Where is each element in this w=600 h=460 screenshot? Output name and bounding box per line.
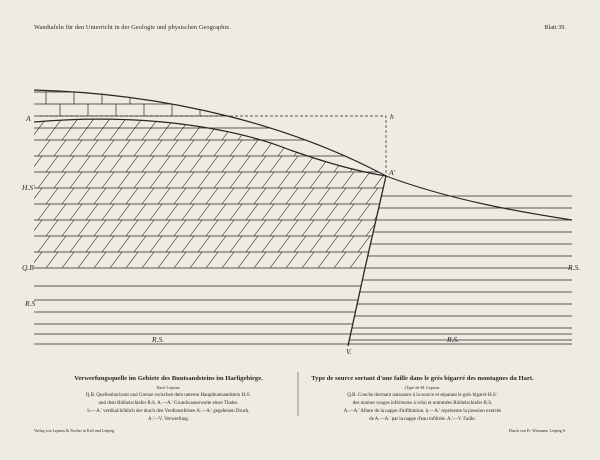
hatch-stroke bbox=[270, 188, 282, 204]
hatch-stroke bbox=[374, 204, 386, 220]
hatch-stroke bbox=[158, 188, 170, 204]
hatch-stroke bbox=[350, 188, 362, 204]
label-h: h bbox=[390, 112, 394, 121]
hatch-stroke bbox=[350, 100, 380, 140]
caption-german-line: h.—A.' vertikal/höhlich der durch den Verdienstfelsen A.—A.' gegebenen Druck. bbox=[87, 409, 250, 414]
hatch-stroke bbox=[246, 204, 258, 220]
label-RS-right: R.S. bbox=[568, 263, 581, 272]
hatch-stroke bbox=[286, 220, 298, 236]
hatch-stroke bbox=[78, 156, 90, 172]
hatch-stroke bbox=[198, 172, 210, 188]
hatch-stroke bbox=[286, 100, 316, 140]
hatch-stroke bbox=[174, 100, 204, 140]
label-RS-lower-left: R.S. bbox=[152, 335, 165, 344]
label-A: A bbox=[26, 114, 31, 123]
hatch-stroke bbox=[366, 220, 378, 236]
hatch-stroke bbox=[246, 140, 258, 156]
hatch-stroke bbox=[326, 172, 338, 188]
pressure-dashed-line bbox=[40, 116, 386, 176]
hatch-stroke bbox=[134, 172, 146, 188]
hatch-stroke bbox=[214, 172, 226, 188]
hatch-stroke bbox=[358, 140, 370, 156]
hatch-stroke bbox=[254, 100, 284, 140]
hatch-stroke bbox=[406, 140, 418, 156]
hatch-stroke bbox=[302, 252, 314, 268]
fault-line bbox=[348, 176, 386, 346]
hatch-stroke bbox=[110, 156, 122, 172]
hatch-stroke bbox=[270, 156, 282, 172]
hatch-stroke bbox=[86, 236, 98, 252]
hatch-stroke bbox=[142, 100, 172, 140]
hatch-stroke bbox=[62, 252, 74, 268]
hatch-stroke bbox=[166, 204, 178, 220]
hatch-stroke bbox=[366, 188, 378, 204]
hatch-stroke bbox=[398, 100, 428, 140]
hatch-stroke bbox=[118, 236, 130, 252]
hatch-stroke bbox=[230, 236, 242, 252]
hatch-stroke bbox=[118, 204, 130, 220]
hatch-stroke bbox=[142, 252, 154, 268]
hatch-stroke bbox=[182, 172, 194, 188]
hatch-stroke bbox=[390, 140, 402, 156]
hatch-stroke bbox=[358, 172, 370, 188]
hatch-stroke bbox=[246, 236, 258, 252]
hatch-stroke bbox=[38, 172, 50, 188]
hatch-stroke bbox=[86, 140, 98, 156]
caption-german-line: A.'—V. Verwerfung. bbox=[148, 417, 189, 422]
caption-german bbox=[46, 375, 291, 424]
hatch-stroke bbox=[142, 156, 154, 172]
hatch-stroke bbox=[358, 236, 370, 252]
hatch-stroke bbox=[406, 204, 418, 220]
hatch-stroke bbox=[46, 252, 58, 268]
hatch-stroke bbox=[150, 236, 162, 252]
hatch-stroke bbox=[310, 172, 322, 188]
hatch-stroke bbox=[22, 236, 34, 252]
hatch-stroke bbox=[174, 156, 186, 172]
label-HS-prime: H.S' bbox=[22, 183, 35, 192]
hatch-stroke bbox=[94, 188, 106, 204]
hatch-stroke bbox=[278, 204, 290, 220]
hatch-stroke bbox=[318, 252, 330, 268]
hatch-stroke bbox=[102, 140, 114, 156]
hatch-stroke bbox=[310, 204, 322, 220]
hatch-stroke bbox=[206, 188, 218, 204]
hatch-stroke bbox=[326, 236, 338, 252]
caption-french-line: A.—A.' Allure de la nappe d'infiltration. h.—A.' représente la pression exercée bbox=[343, 409, 502, 414]
hatch-stroke bbox=[126, 220, 138, 236]
caption-french bbox=[300, 375, 545, 424]
hatch-stroke bbox=[334, 252, 346, 268]
hatch-stroke bbox=[46, 220, 58, 236]
hatch-stroke bbox=[86, 204, 98, 220]
hatch-stroke bbox=[94, 156, 106, 172]
hatch-stroke bbox=[374, 140, 386, 156]
hatch-stroke bbox=[38, 204, 50, 220]
hatch-stroke bbox=[398, 252, 410, 268]
hatch-stroke bbox=[350, 252, 362, 268]
hatch-stroke bbox=[318, 188, 330, 204]
hatch-stroke bbox=[158, 252, 170, 268]
hatch-stroke bbox=[190, 156, 202, 172]
hatch-stroke bbox=[302, 100, 332, 140]
label-RS-left: R.S bbox=[25, 299, 36, 308]
hatch-stroke bbox=[326, 204, 338, 220]
hatch-stroke bbox=[150, 204, 162, 220]
hatch-stroke bbox=[398, 220, 410, 236]
hatch-stroke bbox=[238, 156, 250, 172]
hatch-stroke bbox=[182, 204, 194, 220]
hatch-stroke bbox=[398, 156, 410, 172]
hatch-stroke bbox=[30, 220, 42, 236]
hatch-stroke bbox=[214, 236, 226, 252]
hatch-stroke bbox=[78, 220, 90, 236]
hatch-stroke bbox=[334, 156, 346, 172]
hatch-stroke bbox=[262, 204, 274, 220]
hatch-stroke bbox=[22, 204, 34, 220]
label-QB: Q.B bbox=[22, 263, 34, 272]
hatch-stroke bbox=[118, 172, 130, 188]
hatch-stroke bbox=[254, 220, 266, 236]
hatch-stroke bbox=[382, 252, 394, 268]
hatch-stroke bbox=[166, 140, 178, 156]
hatch-stroke bbox=[190, 188, 202, 204]
hatch-stroke bbox=[30, 156, 42, 172]
hatch-stroke bbox=[334, 188, 346, 204]
hatch-stroke bbox=[238, 188, 250, 204]
hatch-stroke bbox=[214, 140, 226, 156]
hatch-stroke bbox=[222, 220, 234, 236]
hatch-stroke bbox=[102, 204, 114, 220]
hatch-stroke bbox=[198, 236, 210, 252]
sandstone-hatching bbox=[14, 100, 428, 268]
plate-title: Wandtafeln für den Unterricht in der Geologie und physischen Geographie. bbox=[34, 24, 231, 31]
hatch-stroke bbox=[262, 236, 274, 252]
hatch-stroke bbox=[126, 188, 138, 204]
hatch-stroke bbox=[54, 236, 66, 252]
hatch-stroke bbox=[78, 100, 108, 140]
hatch-stroke bbox=[54, 204, 66, 220]
hatch-stroke bbox=[190, 220, 202, 236]
hatch-stroke bbox=[134, 204, 146, 220]
hatch-stroke bbox=[158, 220, 170, 236]
hatch-stroke bbox=[134, 236, 146, 252]
hatch-stroke bbox=[38, 140, 50, 156]
hatch-stroke bbox=[318, 100, 348, 140]
hatch-stroke bbox=[342, 204, 354, 220]
hatch-stroke bbox=[246, 172, 258, 188]
hatch-stroke bbox=[254, 188, 266, 204]
hatch-stroke bbox=[198, 140, 210, 156]
hatch-stroke bbox=[14, 156, 26, 172]
hatch-stroke bbox=[102, 172, 114, 188]
hatch-stroke bbox=[150, 172, 162, 188]
hatch-stroke bbox=[134, 140, 146, 156]
hatch-stroke bbox=[326, 140, 338, 156]
hatch-stroke bbox=[278, 236, 290, 252]
hatch-stroke bbox=[222, 252, 234, 268]
hatch-stroke bbox=[310, 236, 322, 252]
hatch-stroke bbox=[158, 156, 170, 172]
hatch-stroke bbox=[62, 188, 74, 204]
caption-german-line: und dem Röthelschiefer R.S. A.—A.' Grundwasserweite eines Thales. bbox=[98, 401, 239, 406]
hatch-stroke bbox=[294, 172, 306, 188]
hatch-stroke bbox=[270, 252, 282, 268]
hatch-stroke bbox=[342, 172, 354, 188]
hatch-stroke bbox=[62, 156, 74, 172]
hatch-stroke bbox=[222, 156, 234, 172]
hatch-stroke bbox=[70, 204, 82, 220]
hatch-stroke bbox=[166, 172, 178, 188]
hatch-stroke bbox=[110, 220, 122, 236]
hatch-stroke bbox=[366, 156, 378, 172]
hatch-stroke bbox=[166, 236, 178, 252]
hatch-stroke bbox=[294, 204, 306, 220]
hatch-stroke bbox=[182, 140, 194, 156]
hatch-stroke bbox=[38, 236, 50, 252]
hatch-stroke bbox=[46, 156, 58, 172]
hatch-stroke bbox=[286, 156, 298, 172]
hatch-stroke bbox=[70, 236, 82, 252]
publisher-footer: Verlag von Lepsius & Tischer in Kiel und Leipzig. bbox=[34, 428, 115, 433]
hatch-stroke bbox=[334, 100, 364, 140]
hatch-stroke bbox=[62, 220, 74, 236]
label-RS-lower-right: R.S. bbox=[447, 335, 460, 344]
hatch-stroke bbox=[230, 204, 242, 220]
hatch-stroke bbox=[46, 188, 58, 204]
hatch-stroke bbox=[118, 140, 130, 156]
hatch-stroke bbox=[382, 100, 412, 140]
hatch-stroke bbox=[94, 252, 106, 268]
hatch-stroke bbox=[110, 188, 122, 204]
hatch-stroke bbox=[198, 204, 210, 220]
hatch-stroke bbox=[214, 204, 226, 220]
hatch-stroke bbox=[142, 220, 154, 236]
hatch-stroke bbox=[206, 252, 218, 268]
plate-number: Blatt 39. bbox=[544, 24, 566, 31]
hatch-stroke bbox=[22, 140, 34, 156]
bedding-lines bbox=[34, 92, 572, 344]
hatch-stroke bbox=[262, 172, 274, 188]
hatch-stroke bbox=[110, 252, 122, 268]
caption-german-credit: Nach Lepsius. bbox=[156, 385, 181, 390]
hatch-stroke bbox=[318, 220, 330, 236]
hatch-stroke bbox=[102, 236, 114, 252]
label-V: V. bbox=[346, 347, 352, 356]
hatch-stroke bbox=[350, 220, 362, 236]
hatch-stroke bbox=[390, 204, 402, 220]
hatch-stroke bbox=[302, 220, 314, 236]
caption-french-credit: (Type de M. Lepsius. bbox=[404, 385, 441, 390]
hatch-stroke bbox=[222, 188, 234, 204]
hatch-stroke bbox=[342, 140, 354, 156]
hatch-stroke bbox=[318, 156, 330, 172]
hatch-stroke bbox=[238, 252, 250, 268]
hatch-stroke bbox=[334, 220, 346, 236]
hatch-stroke bbox=[70, 172, 82, 188]
hatch-stroke bbox=[206, 156, 218, 172]
hatch-stroke bbox=[94, 220, 106, 236]
hatch-stroke bbox=[358, 204, 370, 220]
hatch-stroke bbox=[142, 188, 154, 204]
hatch-stroke bbox=[286, 252, 298, 268]
hatch-stroke bbox=[190, 100, 220, 140]
hatch-stroke bbox=[206, 100, 236, 140]
hatch-stroke bbox=[254, 156, 266, 172]
hatch-stroke bbox=[302, 188, 314, 204]
hatch-stroke bbox=[150, 140, 162, 156]
hatch-stroke bbox=[302, 156, 314, 172]
caption-german-line: Q.B. Quellenhorizont und Grenze zwischen dem unteren Hauptbuntsandstein H.S'. bbox=[85, 393, 252, 398]
hatch-stroke bbox=[174, 252, 186, 268]
hatch-stroke bbox=[54, 140, 66, 156]
hatch-stroke bbox=[278, 172, 290, 188]
hatch-stroke bbox=[174, 188, 186, 204]
hatch-stroke bbox=[126, 252, 138, 268]
hatch-stroke bbox=[14, 220, 26, 236]
hatch-stroke bbox=[238, 220, 250, 236]
caption-french-title: Type de source sortant d'une faille dans le grès bigarré des montagnes du Hart. bbox=[311, 375, 534, 382]
hatch-stroke bbox=[254, 252, 266, 268]
caption-german-title: Verwerfungsquelle im Gebiete des Buntsandsteins im Harligebirge. bbox=[74, 375, 263, 382]
label-A-prime: A' bbox=[389, 168, 396, 177]
caption-french-line: des marnes rouges inférieures à celui et nommées Röthelschiefer R.S. bbox=[352, 401, 493, 406]
hatch-stroke bbox=[126, 156, 138, 172]
hatch-stroke bbox=[86, 172, 98, 188]
hatch-stroke bbox=[78, 252, 90, 268]
hatch-stroke bbox=[270, 100, 300, 140]
hatch-stroke bbox=[382, 220, 394, 236]
hatch-stroke bbox=[190, 252, 202, 268]
caption-french-line: Q.B. Couche dormant naissance à la source et séparant le grès bigarré H.S'. bbox=[347, 393, 498, 398]
caption-french-line: de A.—A.' par la nappe d'eau infiltrée. A.'—V. Faille. bbox=[369, 417, 476, 422]
hatch-stroke bbox=[342, 236, 354, 252]
hatch-stroke bbox=[294, 236, 306, 252]
hatch-stroke bbox=[230, 172, 242, 188]
hatch-stroke bbox=[54, 172, 66, 188]
printer-footer: Druck von Fr. Wiemann, Leipzig S. bbox=[508, 428, 566, 433]
hatch-stroke bbox=[230, 140, 242, 156]
hatch-stroke bbox=[270, 220, 282, 236]
hatch-stroke bbox=[70, 140, 82, 156]
hatch-stroke bbox=[286, 188, 298, 204]
hatch-stroke bbox=[174, 220, 186, 236]
hatch-stroke bbox=[182, 236, 194, 252]
hatch-stroke bbox=[78, 188, 90, 204]
hatch-stroke bbox=[206, 220, 218, 236]
